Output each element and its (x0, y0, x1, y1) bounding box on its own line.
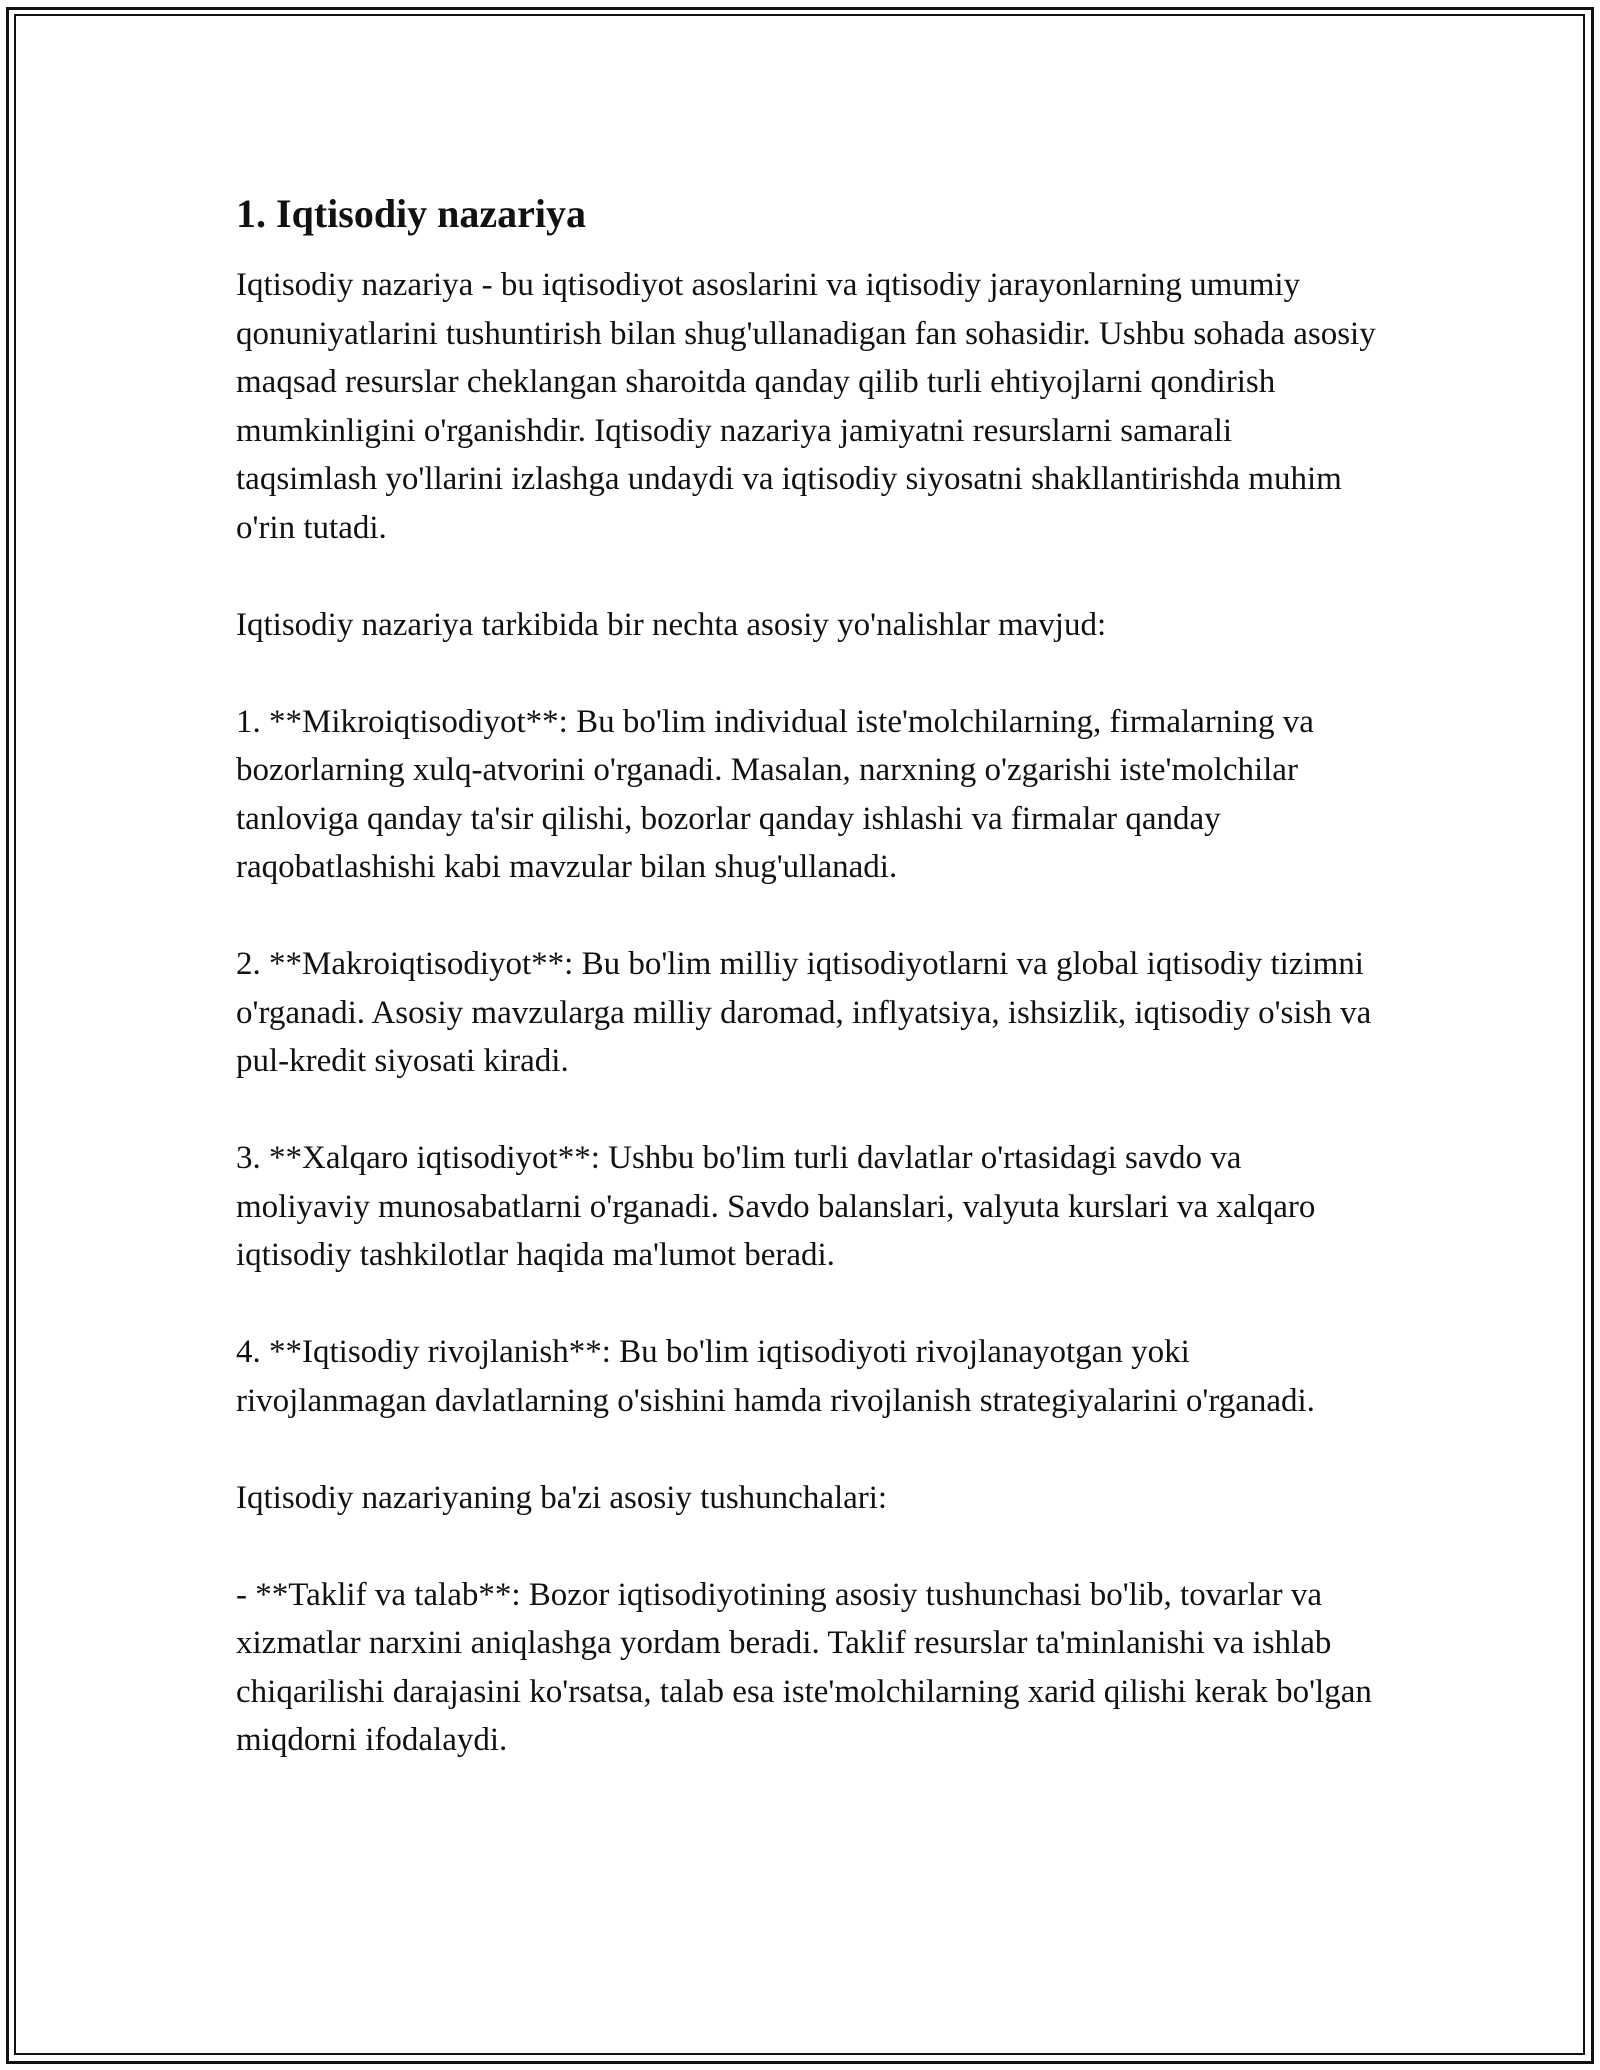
list-item-macroeconomics: 2. **Makroiqtisodiyot**: Bu bo'lim milliy iqtisodiyotlarni va global iqtisodiy tizimni o'rganadi. Asosiy mavzularga milliy daromad, inflyatsiya, ishsizlik, iqtisodiy o'sish va pul-kredit siyosati kiradi. (236, 946, 1372, 1079)
section-title: 1. Iqtisodiy nazariya (236, 191, 587, 236)
paragraph-concepts-heading: Iqtisodiy nazariyaning ba'zi asosiy tushunchalari: (236, 1479, 888, 1516)
list-item-economic-development: 4. **Iqtisodiy rivojlanish**: Bu bo'lim iqtisodiyoti rivojlanayotgan yoki rivojlanmagan davlatlarning o'sishini hamda rivojlanish strategiyalarini o'rganadi. (236, 1334, 1315, 1419)
paragraph-directions-heading: Iqtisodiy nazariya tarkibida bir nechta asosiy yo'nalishlar mavjud: (236, 606, 1107, 643)
paragraph-intro: Iqtisodiy nazariya - bu iqtisodiyot asoslarini va iqtisodiy jarayonlarning umumiy qonuniyatlarini tushuntirish bilan shug'ullanadigan fan sohasidir. Ushbu sohada asosiy maqsad resurslar cheklangan sharoitda qanday qilib turli ehtiyojlarni qondirish mumkinligini o'rganishdir. Iqtisodiy nazariya jamiyatni resurslarni samarali taqsimlash yo'llarini izlashga undaydi va iqtisodiy siyosatni shakllantirishda muhim o'rin tutadi. (236, 267, 1376, 546)
document-body (236, 186, 1376, 1765)
list-item-international-economics: 3. **Xalqaro iqtisodiyot**: Ushbu bo'lim turli davlatlar o'rtasidagi savdo va moliyaviy munosabatlarni o'rganadi. Savdo balanslari, valyuta kurslari va xalqaro iqtisodiy tashkilotlar haqida ma'lumot beradi. (236, 1140, 1316, 1273)
list-item-supply-demand: - **Taklif va talab**: Bozor iqtisodiyotining asosiy tushunchasi bo'lib, tovarlar va xizmatlar narxini aniqlashga yordam beradi. Taklif resurslar ta'minlanishi va ishlab chiqarilishi darajasini ko'rsatsa, talab esa iste'molchilarning xarid qilishi kerak bo'lgan miqdorni ifodalaydi. (236, 1576, 1372, 1758)
list-item-microeconomics: 1. **Mikroiqtisodiyot**: Bu bo'lim individual iste'molchilarning, firmalarning va bozorlarning xulq-atvorini o'rganadi. Masalan, narxning o'zgarishi iste'molchilar tanloviga qanday ta'sir qilishi, bozorlar qanday ishlashi va firmalar qanday raqobatlashishi kabi mavzular bilan shug'ullanadi. (236, 703, 1314, 885)
